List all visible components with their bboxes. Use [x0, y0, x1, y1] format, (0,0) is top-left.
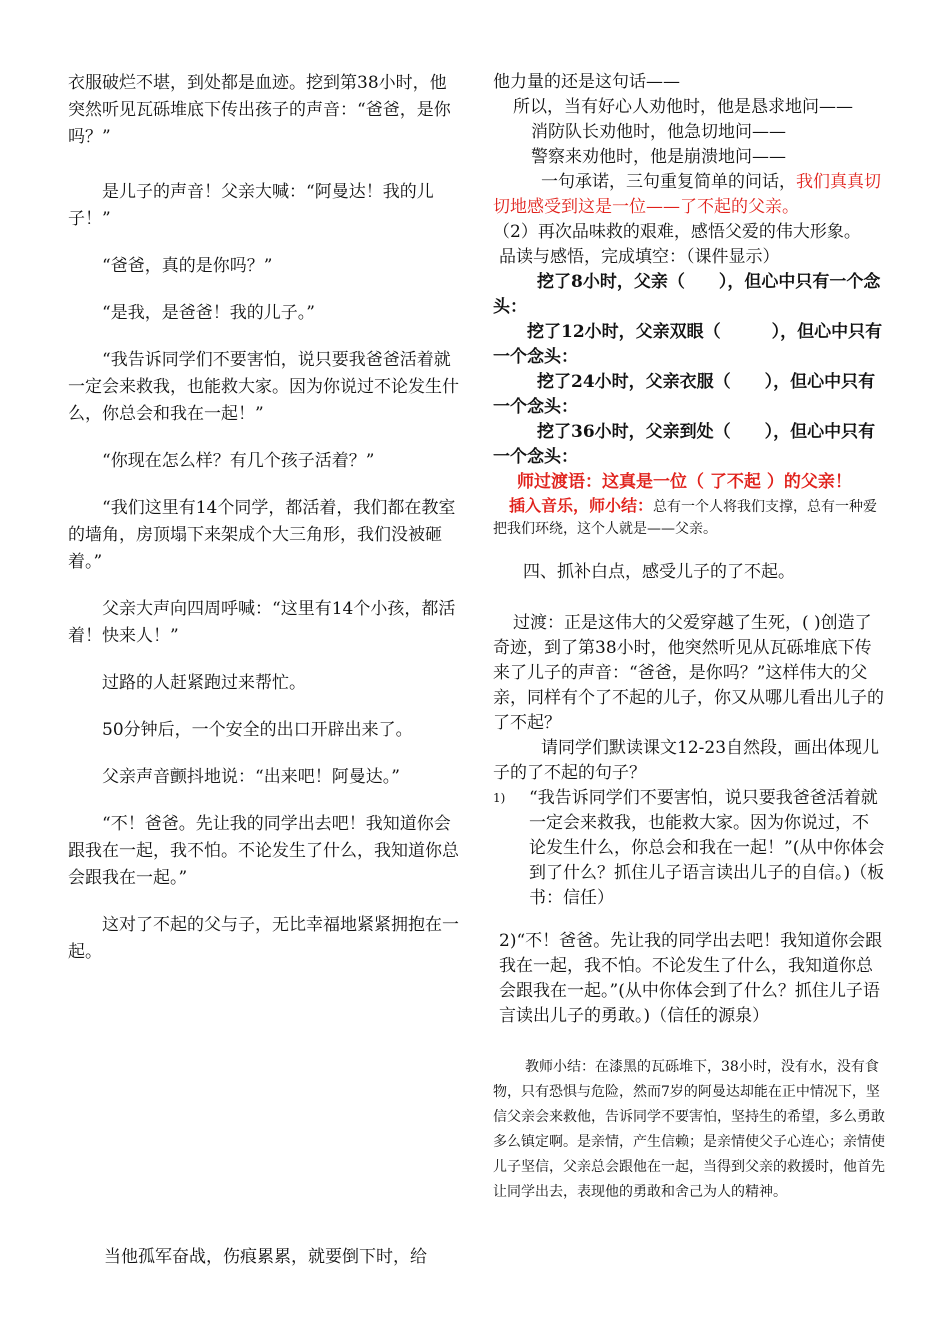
- paragraph: “是我，是爸爸！我的儿子。”: [102, 303, 315, 323]
- text-line: 消防队长劝他时，他急切地问——: [531, 122, 786, 142]
- fill-blank-line: 挖了24小时，父亲衣服（ ），但心中只有一个念头：: [493, 372, 876, 417]
- paragraph: 是儿子的声音！父亲大喊：“阿曼达！我的儿子！”: [68, 182, 434, 229]
- paragraph: 过路的人赶紧跑过来帮忙。: [102, 673, 306, 693]
- list-item: 2)“不！爸爸。先让我的同学出去吧！我知道你会跟我在一起，我不怕。不论发生了什么，我知道你总会跟我在一起。”(从中你体会到了什么？抓住儿子语言读出儿子的勇敢。)（信任的源泉）: [499, 931, 883, 1026]
- text-line: 所以，当有好心人劝他时，他是恳求地问——: [513, 97, 853, 117]
- text-line: 他力量的还是这句话——: [493, 72, 680, 92]
- paragraph-continued: 当他孤军奋战，伤痕累累，就要倒下时，给: [104, 1247, 427, 1267]
- paragraph: “爸爸，真的是你吗？”: [102, 256, 273, 276]
- text-line: （2）再次品味救的艰难，感悟父爱的伟大形象。: [493, 222, 861, 242]
- paragraph: “不！爸爸。先让我的同学出去吧！我知道你会跟我在一起，我不怕。不论发生了什么，我知道你总会跟我在一起。”: [68, 814, 459, 888]
- paragraph: “我告诉同学们不要害怕，说只要我爸爸活着就一定会来救我，也能救大家。因为你说过不论发生什么，你总会和我在一起！”: [68, 350, 459, 424]
- music-text: 总有一个人将我们支撑，总有一种爱把我们环绕，这个人就是——父亲。: [493, 499, 878, 537]
- right-column: [493, 70, 885, 1205]
- text-line: 警察来劝他时，他是崩溃地问——: [531, 147, 786, 167]
- left-column: [68, 70, 460, 966]
- text-line: 品读与感悟，完成填空：（课件显示）: [499, 247, 780, 267]
- list-number: 1): [493, 791, 506, 805]
- teacher-summary: 教师小结：在漆黑的瓦砾堆下，38小时，没有水，没有食物，只有恐惧与危险，然而7岁的阿曼达却能在正中情况下，坚信父亲会来救他，告诉同学不要害怕，坚持生的希望，多么勇敢多么镇定啊。是亲情，产生信赖；是亲情使父子心连心；亲情使儿子坚信，父亲总会跟他在一起，当得到父亲的救援时，他首先让同学出去，表现他的勇敢和舍己为人的精神。: [493, 1059, 885, 1200]
- paragraph: “我们这里有14个同学，都活着，我们都在教室的墙角，房顶塌下来架成个大三角形，我们没被砸着。”: [68, 498, 456, 572]
- paragraph: 父亲声音颤抖地说：“出来吧！阿曼达。”: [102, 767, 400, 787]
- fill-blank-line: 挖了36小时，父亲到处（ ），但心中只有一个念头：: [493, 422, 876, 467]
- paragraph: 50分钟后，一个安全的出口开辟出来了。: [102, 720, 413, 740]
- list-item: [493, 786, 885, 911]
- text-highlight-red: 我们真真切切地感受到这是一位——了不起的父亲。: [493, 172, 881, 217]
- list-item-text: “我告诉同学们不要害怕，说只要我爸爸活着就一定会来救我，也能救大家。因为你说过，不论发生什么，你总会和我在一起！”(从中你体会到了什么？抓住儿子语言读出儿子的自信。)（板书：信任）: [529, 788, 885, 908]
- text-plain: 一句承诺，三句重复简单的问话，: [541, 172, 796, 192]
- text-line: [493, 170, 885, 220]
- section-heading: 四、抓补白点，感受儿子的了不起。: [523, 562, 795, 582]
- music-note: [493, 495, 885, 540]
- paragraph: 衣服破烂不堪，到处都是血迹。挖到第38小时，他突然听见瓦砾堆底下传出孩子的声音：“爸爸，是你吗？”: [68, 73, 451, 147]
- paragraph: “你现在怎么样？有几个孩子活着？”: [102, 451, 375, 471]
- paragraph: 父亲大声向四周呼喊：“这里有14个小孩，都活着！快来人！”: [68, 599, 456, 646]
- paragraph: 过渡：正是这伟大的父爱穿越了生死，( )创造了奇迹，到了第38小时，他突然听见从瓦砾堆底下传来了儿子的声音：“爸爸，是你吗？”这样伟大的父亲，同样有个了不起的儿子，你又从哪儿看出儿子的了不起？: [493, 613, 884, 733]
- fill-blank-line: 挖了8小时，父亲（ ），但心中只有一个念头：: [493, 272, 881, 317]
- fill-blank-line: 挖了12小时，父亲双眼（ ），但心中只有一个念头：: [493, 322, 883, 367]
- paragraph: 这对了不起的父与子，无比幸福地紧紧拥抱在一起。: [68, 915, 459, 962]
- teacher-transition: 师过渡语：这真是一位（ 了不起 ）的父亲！: [517, 472, 852, 492]
- paragraph: 请同学们默读课文12-23自然段，画出体现儿子的了不起的句子？: [493, 738, 880, 783]
- music-label: 插入音乐，师小结：: [509, 496, 654, 515]
